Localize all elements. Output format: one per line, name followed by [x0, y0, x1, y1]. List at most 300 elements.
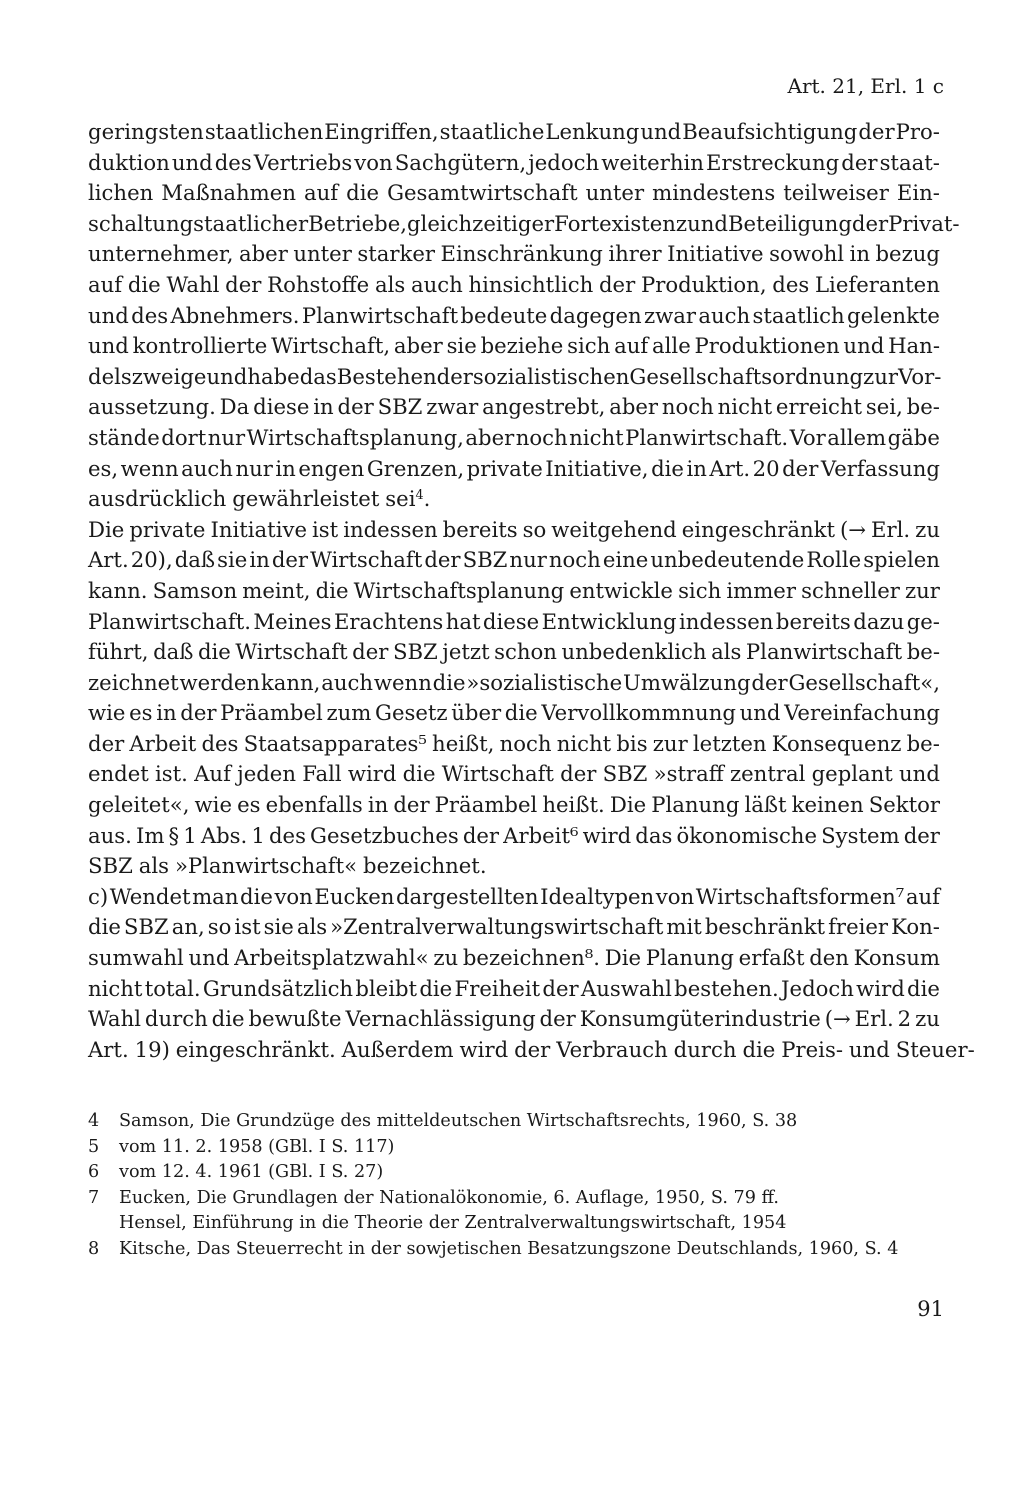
word: sie — [263, 914, 294, 940]
word: Sektor — [868, 792, 940, 818]
word: ist. — [155, 761, 188, 787]
word: Beaufsichtigung — [682, 119, 858, 144]
word: Planwirtschaft — [745, 639, 903, 665]
word: zwar — [426, 394, 479, 420]
word: jetzt — [442, 639, 490, 665]
word: Verfassung — [820, 455, 940, 481]
word: weiterhin — [601, 149, 704, 175]
word: Lieferanten — [814, 271, 940, 297]
word: die — [504, 700, 538, 726]
word: Freiheit — [454, 975, 541, 1001]
word: sie — [217, 547, 248, 573]
word: Arbeit — [129, 730, 197, 756]
word: sei$^4$. — [385, 486, 431, 512]
word: geleitet«, — [88, 792, 190, 818]
word: das — [635, 822, 673, 848]
word: Erl. — [871, 516, 911, 542]
word: »Planwirtschaft« — [174, 853, 358, 879]
text-line — [88, 851, 940, 882]
word: total. — [144, 975, 201, 1001]
word: des — [772, 271, 810, 297]
paragraph — [88, 515, 940, 882]
word: daß — [174, 547, 216, 573]
paragraph — [88, 882, 975, 1066]
word: eingeschränkt — [681, 516, 835, 542]
word: immer — [726, 577, 796, 603]
word: SBZ — [377, 394, 423, 420]
word: Auf — [194, 761, 231, 787]
word: auf — [304, 180, 339, 206]
word: die — [432, 669, 466, 695]
text-line — [88, 576, 940, 607]
text-line — [88, 729, 940, 760]
word: aber — [238, 241, 288, 267]
word: der — [180, 700, 217, 726]
word: bestehen. — [674, 975, 779, 1001]
text-line — [88, 454, 940, 485]
word: werden — [179, 669, 261, 695]
word: duktion — [88, 149, 170, 175]
word: Die — [604, 945, 642, 971]
word: heißt. — [542, 792, 605, 818]
word: gewährleistet — [232, 486, 380, 512]
word: zwar — [643, 302, 697, 328]
word: Grenzen, — [366, 455, 465, 481]
word: eingeschränkt. — [175, 1036, 336, 1062]
word: Meines — [253, 608, 332, 634]
word: jeden — [237, 761, 296, 787]
word: Vereinfachung — [784, 700, 940, 726]
word: kontrollierte — [132, 333, 268, 359]
word: endet — [88, 761, 149, 787]
word: be- — [906, 730, 940, 756]
word: wenn — [373, 669, 432, 695]
word: Planung — [651, 792, 740, 818]
word: man — [192, 883, 239, 909]
word: Vernachlässigung — [345, 1006, 536, 1032]
word: Wirtschaft — [235, 639, 348, 665]
word: sowohl — [769, 241, 845, 267]
word: aber — [465, 424, 515, 450]
word: dagegen — [549, 302, 642, 328]
word: teilweiser — [783, 180, 889, 206]
word: daß — [153, 639, 194, 665]
word: staatlichen — [204, 119, 324, 144]
word: des — [268, 822, 306, 848]
word: Lenkung — [545, 119, 640, 144]
word: an, — [171, 914, 205, 940]
word: Gesetz — [375, 700, 448, 726]
word: Außerdem — [341, 1036, 454, 1062]
word: indessen — [678, 608, 774, 634]
footnote-number: 5 — [88, 1136, 100, 1157]
word: Pro- — [895, 119, 940, 144]
word: in — [849, 241, 870, 267]
word: Wirtschaft, — [271, 333, 391, 359]
word: wird — [459, 1036, 509, 1062]
word: Arbeit⁶ — [503, 822, 579, 848]
word: bezeichnet. — [363, 853, 487, 879]
word: unbedeutende — [650, 547, 805, 573]
word: Staatsapparates⁵ — [243, 730, 427, 756]
word: sie — [446, 333, 477, 359]
word: auch — [321, 669, 374, 695]
text-line — [88, 759, 940, 790]
footnote — [88, 1160, 940, 1186]
word: (→ — [824, 1006, 851, 1032]
word: 19) — [134, 1036, 170, 1062]
word: zeichnet — [88, 669, 179, 695]
word: hat — [445, 608, 481, 634]
footnote — [88, 1186, 940, 1212]
word: der — [352, 639, 389, 665]
word: private — [466, 455, 543, 481]
word: von — [274, 883, 313, 909]
word: der — [225, 271, 262, 297]
word: dargestellten — [395, 883, 539, 909]
word: des — [131, 302, 169, 328]
word: über — [451, 700, 502, 726]
word: sei, — [865, 394, 903, 420]
word: der — [851, 210, 889, 236]
word: die — [315, 577, 349, 603]
word: der — [858, 119, 895, 144]
word: und — [188, 945, 230, 971]
word: die — [402, 761, 436, 787]
word: der — [542, 975, 579, 1001]
word: und — [739, 700, 781, 726]
word: dort — [161, 424, 207, 450]
text-line — [88, 974, 940, 1005]
word: Da — [219, 394, 250, 420]
word: Planwirtschaft. — [88, 608, 251, 634]
word: unter — [585, 180, 645, 206]
text-line — [88, 943, 940, 974]
word: SBZ — [123, 914, 169, 940]
text-line — [88, 1035, 975, 1066]
word: dazu — [853, 608, 905, 634]
word: 20), — [130, 547, 173, 573]
text-line — [88, 209, 960, 240]
word: bewußte — [248, 1006, 342, 1032]
word: kann. — [88, 577, 148, 603]
word: SBZ — [88, 853, 133, 879]
word: zentral — [729, 761, 806, 787]
word: Präambel — [434, 792, 538, 818]
word: zur — [652, 730, 688, 756]
word: Maßnahmen — [161, 180, 296, 206]
word: Beteiligung — [727, 210, 852, 236]
word: SBZ — [602, 761, 648, 787]
footnote-text: vom 12. 4. 1961 (GBl. I S. 27) — [119, 1162, 384, 1182]
word: Einschränkung — [440, 241, 603, 267]
word: bis — [616, 730, 648, 756]
text-line — [88, 301, 940, 332]
footnote-number: 8 — [88, 1238, 100, 1259]
word: Planwirtschaft — [301, 302, 459, 328]
word: sumwahl — [88, 945, 184, 971]
word: zu — [915, 516, 940, 542]
word: Erstreckung — [705, 149, 840, 175]
word: unter — [293, 241, 352, 267]
word: unternehmer, — [88, 241, 234, 267]
word: Kon- — [891, 914, 940, 940]
word: mindestens — [652, 180, 776, 206]
word: Privat- — [888, 210, 960, 236]
word: Eingriffen, — [324, 119, 439, 144]
word: Art. — [709, 455, 751, 481]
text-line — [88, 117, 940, 148]
text-line — [88, 362, 940, 393]
word: der — [271, 547, 309, 573]
text-line — [88, 545, 940, 576]
word: der — [393, 792, 430, 818]
word: eine — [602, 547, 649, 573]
word: Erl. — [854, 1006, 894, 1032]
text-line — [88, 1004, 940, 1035]
word: aus. — [88, 822, 132, 848]
word: der — [462, 822, 500, 848]
text-line — [88, 331, 940, 362]
footnote-text: vom 11. 2. 1958 (GBl. I S. 117) — [119, 1136, 395, 1157]
text-line — [88, 790, 940, 821]
word: hinsichtlich — [468, 271, 594, 297]
word: be- — [906, 639, 940, 665]
word: und — [843, 333, 885, 359]
word: diese — [253, 394, 310, 420]
word: sich — [567, 333, 611, 359]
word: Rohstoffe — [267, 271, 370, 297]
word: durch — [673, 1036, 737, 1062]
word: läßt — [744, 792, 787, 818]
word: gäbe — [887, 424, 940, 450]
word: die — [211, 1006, 245, 1032]
word: Abnehmers. — [170, 302, 300, 328]
word: c) — [88, 883, 109, 909]
word: ausdrücklich — [88, 486, 227, 512]
word: bereits — [442, 516, 518, 542]
footnote-number: 4 — [88, 1111, 100, 1131]
word: Initiative, — [545, 455, 649, 481]
word: bezug — [875, 241, 940, 267]
word: der — [841, 149, 878, 175]
word: aber — [609, 394, 659, 420]
word: staat- — [879, 149, 940, 175]
word: des — [214, 149, 252, 175]
word: Bestehen — [336, 363, 437, 389]
word: Planwirtschaft. — [625, 424, 789, 450]
text-line — [88, 392, 940, 423]
word: noch — [548, 547, 601, 573]
word: Erachtens — [333, 608, 444, 634]
word: freier — [828, 914, 889, 940]
word: Vor- — [897, 363, 942, 389]
word: und — [88, 302, 129, 328]
word: als — [138, 853, 170, 879]
word: noch — [499, 730, 552, 756]
text-line — [88, 698, 940, 729]
word: Vertriebs — [253, 149, 353, 175]
word: zu — [433, 945, 459, 971]
word: als — [296, 914, 328, 940]
footnote — [88, 1135, 940, 1161]
word: 1 — [183, 822, 197, 848]
word: der — [337, 394, 374, 420]
word: ihrer — [608, 241, 662, 267]
word: die — [197, 639, 231, 665]
word: alle — [652, 333, 691, 359]
word: in — [275, 455, 296, 481]
footnote — [88, 1109, 940, 1135]
word: auf — [905, 883, 940, 909]
word: Samson — [152, 577, 238, 603]
word: Ein- — [896, 180, 940, 206]
word: geplant — [811, 761, 893, 787]
word: staatlich — [752, 302, 845, 328]
word: kann, — [260, 669, 321, 695]
word: stände — [88, 424, 160, 450]
word: der — [560, 761, 597, 787]
word: staatlicher — [193, 210, 309, 236]
word: der — [751, 669, 788, 695]
word: auch — [181, 455, 233, 481]
word: wird — [582, 822, 632, 848]
word: die — [907, 975, 940, 1001]
word: wie — [88, 700, 126, 726]
text-line — [88, 270, 940, 301]
word: bezeichnen⁸. — [462, 945, 601, 971]
word: Art. — [88, 1036, 129, 1062]
word: und — [899, 761, 940, 787]
word: entwickle — [569, 577, 673, 603]
word: Grundsätzlich — [202, 975, 354, 1001]
word: Abs. — [200, 822, 248, 848]
running-head: Art. 21, Erl. 1 c — [787, 74, 944, 98]
word: Betriebe, — [308, 210, 407, 236]
word: nur — [207, 424, 246, 450]
word: »sozialistische — [466, 669, 623, 695]
footnote-text: Samson, Die Grundzüge des mitteldeutschen Wirtschaftsrechts, 1960, S. 38 — [119, 1111, 798, 1131]
word: Vor — [789, 424, 826, 450]
word: ebenfalls — [265, 792, 363, 818]
word: Verbrauch — [556, 1036, 668, 1062]
word: meint, — [242, 577, 311, 603]
word: Vervollkommnung — [541, 700, 736, 726]
word: die — [742, 1036, 776, 1062]
text-line — [88, 821, 940, 852]
word: der — [436, 363, 473, 389]
word: der — [903, 822, 940, 848]
word: habe — [247, 363, 300, 389]
word: nur — [509, 547, 547, 573]
word: Konsumgüterindustrie — [579, 1006, 821, 1032]
word: Rolle — [806, 547, 862, 573]
word: unbedenklich — [561, 639, 707, 665]
word: starker — [357, 241, 435, 267]
word: 20 — [752, 455, 780, 481]
word: in — [367, 792, 389, 818]
word: das — [299, 363, 337, 389]
text-line — [88, 484, 940, 515]
word: von — [655, 883, 695, 909]
word: und — [848, 1036, 890, 1062]
word: in — [249, 547, 270, 573]
word: auf — [614, 333, 649, 359]
footnote-text: Eucken, Die Grundlagen der Nationalökonomie, 6. Auflage, 1950, S. 79 ff. — [119, 1187, 779, 1208]
word: weitgehend — [551, 516, 677, 542]
word: System — [821, 822, 900, 848]
word: wird — [856, 975, 905, 1001]
word: bereits — [775, 608, 851, 634]
word: Wirtschaftsformen⁷ — [695, 883, 905, 909]
footnote-ref: 4 — [415, 487, 424, 503]
word: die — [346, 180, 380, 206]
word: Gesellschaftsordnung — [629, 363, 864, 389]
word: delszweige — [88, 363, 207, 389]
word: Idealtypen — [540, 883, 655, 909]
page-number: 91 — [917, 1297, 944, 1321]
word: geringsten — [88, 119, 204, 144]
word: schneller — [801, 577, 900, 603]
word: ge- — [906, 608, 940, 634]
word: letzten — [692, 730, 767, 756]
text-line — [88, 148, 940, 179]
word: heißt, — [432, 730, 495, 756]
word: »Zentralverwaltungswirtschaft — [330, 914, 664, 940]
word: nicht — [88, 975, 143, 1001]
word: Die — [88, 516, 125, 542]
text-line — [88, 607, 940, 638]
footnote-number: 6 — [88, 1162, 100, 1182]
word: von — [354, 149, 393, 175]
word: keinen — [791, 792, 864, 818]
word: und — [206, 363, 248, 389]
footnotes — [88, 1109, 940, 1262]
paragraph — [88, 117, 960, 515]
word: Konsum — [853, 945, 940, 971]
word: und — [687, 210, 728, 236]
word: und — [171, 149, 213, 175]
word: 1 — [251, 822, 265, 848]
footnote-number: 7 — [88, 1187, 100, 1208]
word: wenn — [120, 455, 179, 481]
word: Eucken — [314, 883, 395, 909]
word: mit — [666, 914, 702, 940]
word: Entwicklung — [541, 608, 677, 634]
word: Auswahl — [580, 975, 672, 1001]
word: Han- — [888, 333, 940, 359]
word: Initiative — [667, 241, 764, 267]
word: Initiative — [210, 516, 307, 542]
word: der — [514, 1036, 551, 1062]
word: Jedoch — [781, 975, 854, 1001]
word: der — [424, 547, 461, 573]
word: diese — [482, 608, 540, 634]
word: die — [651, 455, 684, 481]
word: bedeute — [460, 302, 548, 328]
word: nicht — [569, 424, 624, 450]
text-line — [88, 668, 940, 699]
word: durch — [144, 1006, 208, 1032]
word: den — [809, 945, 849, 971]
word: in — [686, 455, 707, 481]
word: zur — [863, 363, 898, 389]
word: erfaßt — [738, 945, 805, 971]
word: die — [419, 975, 453, 1001]
word: Arbeitsplatzwahl« — [234, 945, 429, 971]
word: bleibt — [355, 975, 418, 1001]
word: wie — [194, 792, 232, 818]
